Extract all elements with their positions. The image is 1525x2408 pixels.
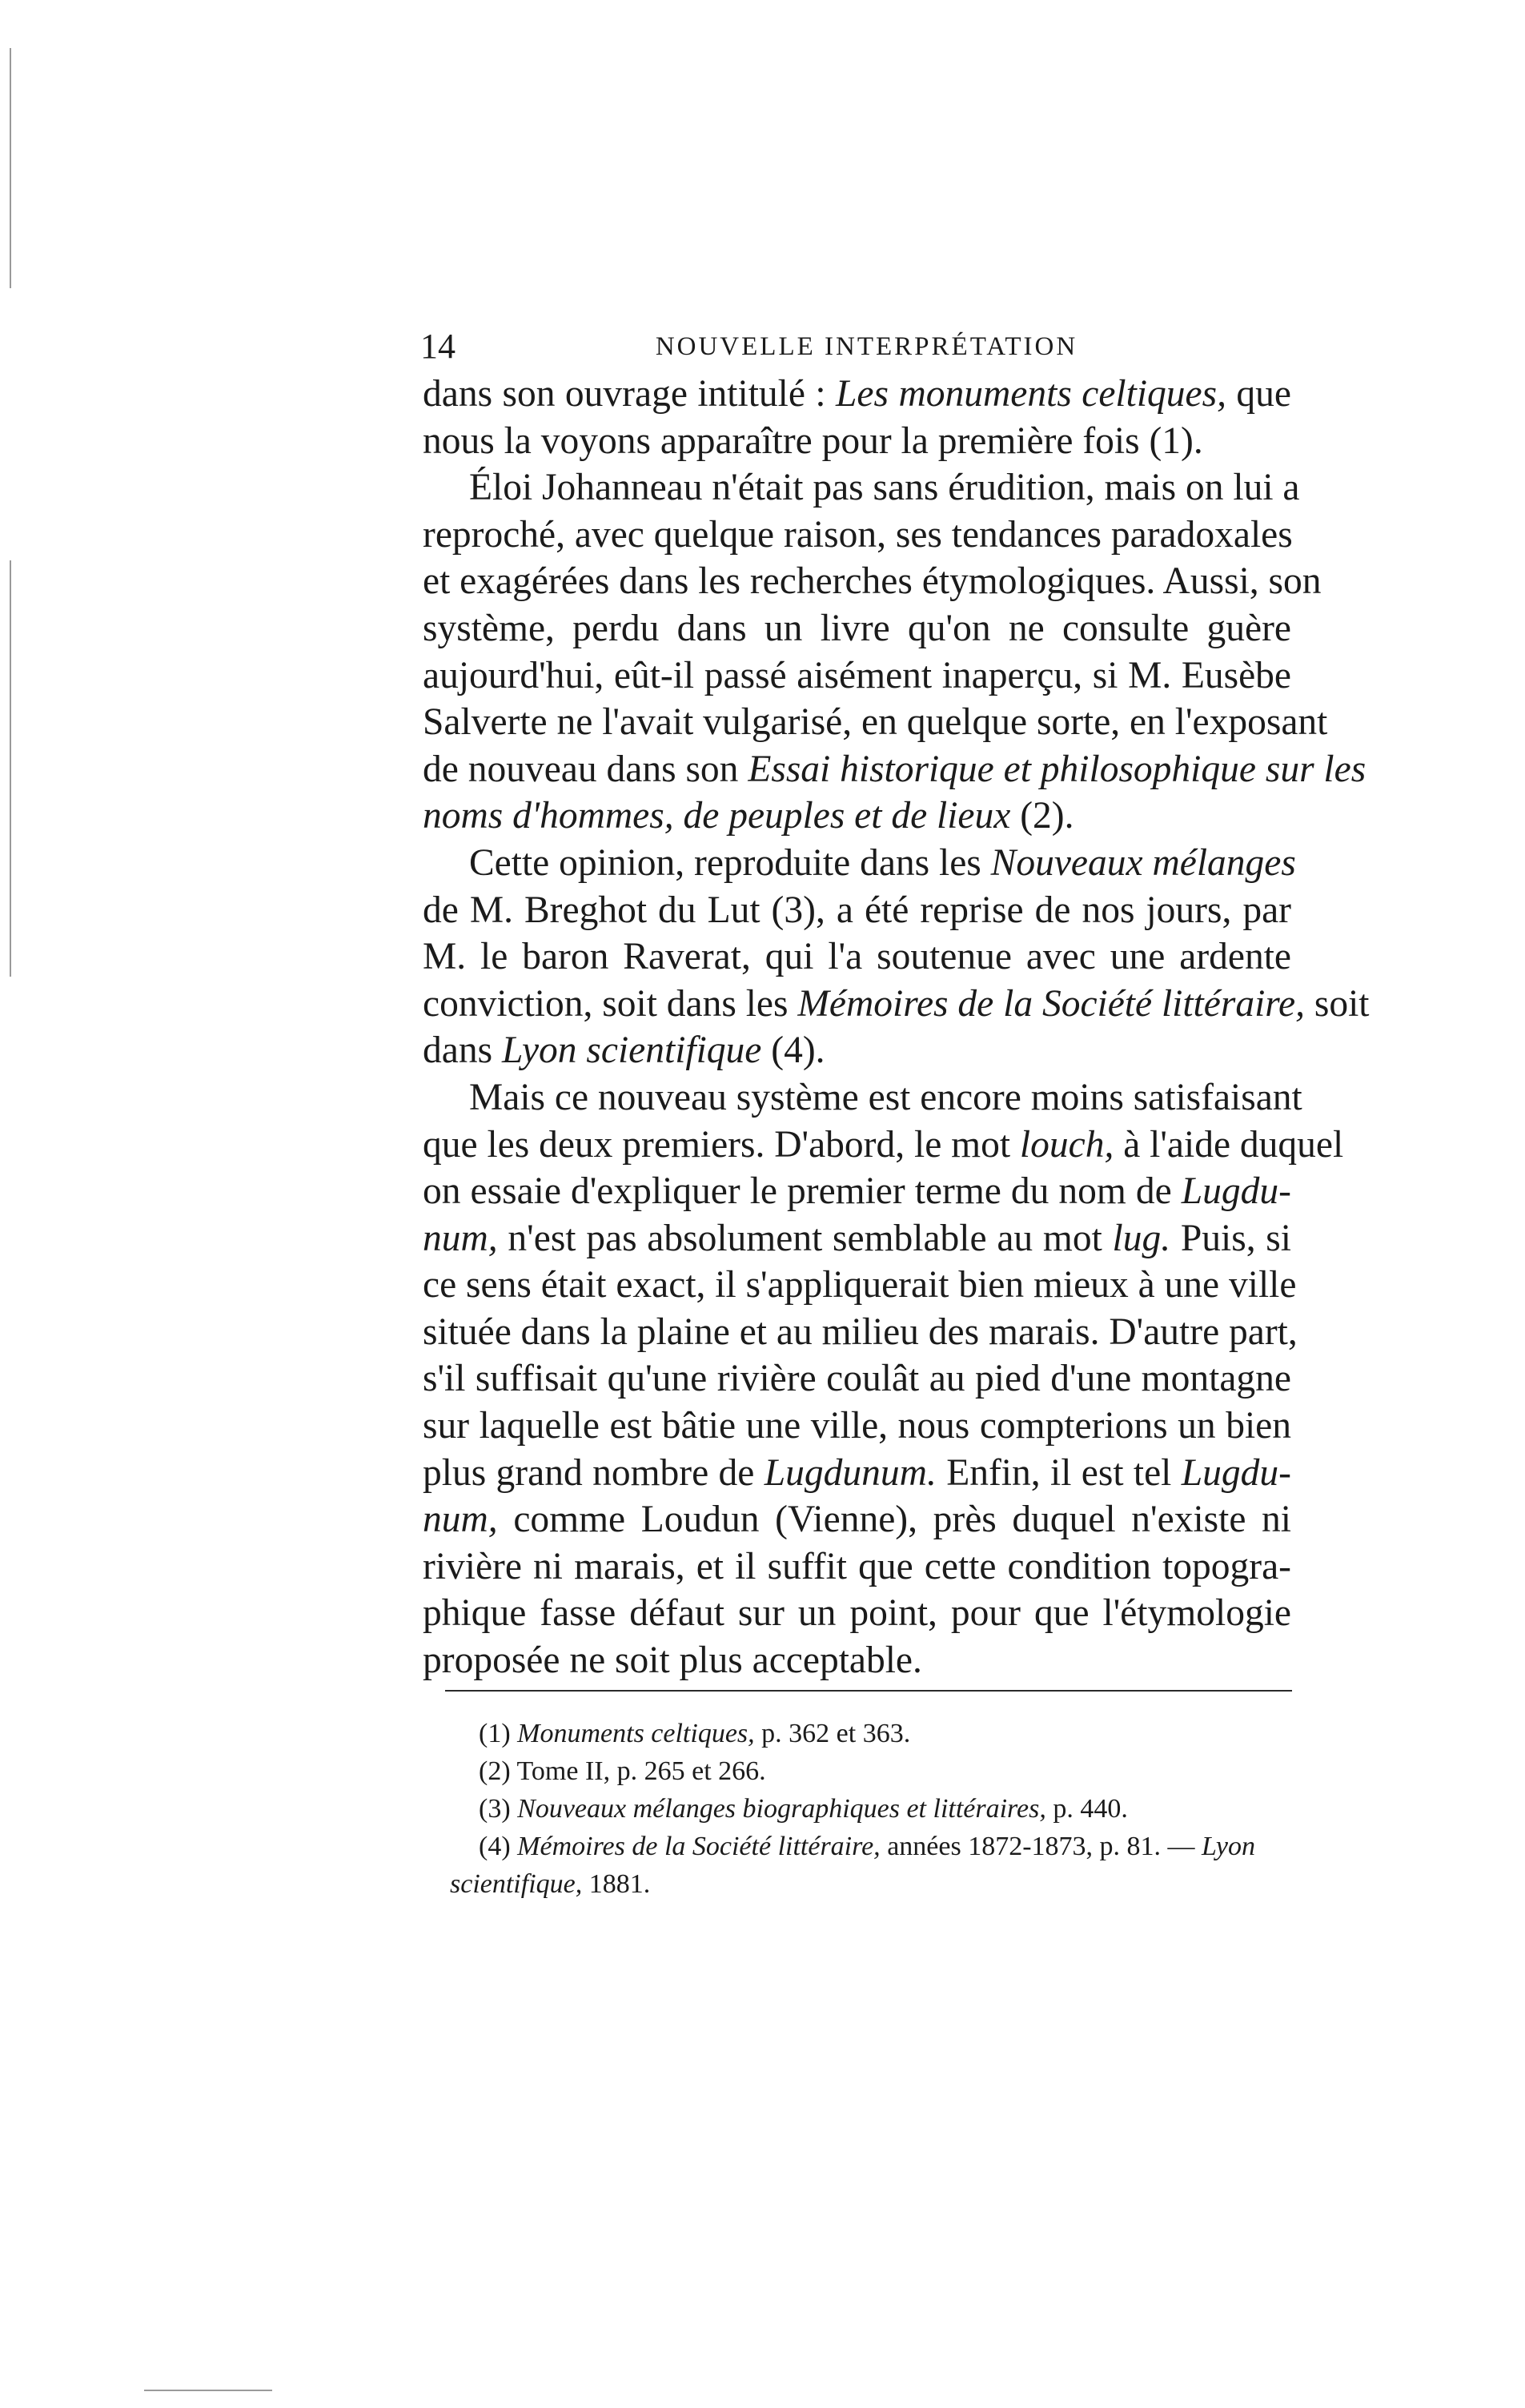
text-line: [423, 1590, 1291, 1637]
footnote-separator: [445, 1690, 1292, 1692]
text-run: aujourd'hui, eût-il passé aisément inaperçu, si M. Eusèbe: [423, 654, 1291, 696]
text-line: [423, 887, 1291, 934]
text-line: [423, 1215, 1291, 1262]
text-run: Mais ce nouveau système est encore moins satisfaisant: [469, 1076, 1302, 1118]
text-line: [423, 933, 1291, 981]
italic-text: louch,: [1019, 1123, 1114, 1166]
italic-text: Mémoires de la Société littéraire,: [517, 1832, 881, 1861]
text-run: phique fasse défaut sur un point, pour que l'étymologie: [423, 1592, 1291, 1635]
text-line: [423, 1543, 1291, 1591]
text-run: système, perdu dans un livre qu'on ne consulte guère: [423, 607, 1291, 649]
italic-text: Nouveaux mélanges biographiques et littéraires,: [517, 1794, 1046, 1824]
italic-text: noms d'hommes, de peuples et de lieux: [423, 795, 1011, 837]
italic-text: num,: [423, 1499, 498, 1541]
text-run: Éloi Johanneau n'était pas sans érudition, mais on lui a: [469, 467, 1300, 509]
italic-text: lug.: [1112, 1217, 1171, 1259]
footnote-line: [479, 1790, 1291, 1828]
text-run: (2).: [1010, 795, 1074, 837]
text-line: [423, 1355, 1291, 1403]
text-run: dans son ouvrage intitulé :: [423, 373, 837, 415]
scan-edge-mark: [10, 560, 11, 977]
italic-text: Lugdunum.: [764, 1451, 937, 1494]
text-line: [423, 371, 1291, 418]
italic-text: scientifique,: [450, 1869, 583, 1899]
text-run: sur laquelle est bâtie une ville, nous compterions un bien: [423, 1405, 1291, 1447]
text-run: soit: [1304, 982, 1370, 1025]
text-run: Enfin, il est tel: [936, 1451, 1182, 1494]
footnotes: [450, 1715, 1291, 1903]
text-line: [423, 1262, 1297, 1309]
text-run: M. le baron Raverat, qui l'a soutenue avec une ardente: [423, 936, 1291, 978]
italic-text: num,: [423, 1217, 498, 1259]
running-title: NOUVELLE INTERPRÉTATION: [655, 332, 1078, 361]
text-run: que les deux premiers. D'abord, le mot: [423, 1123, 1020, 1166]
text-run: années 1872-1873, p. 81. —: [880, 1832, 1202, 1861]
text-run: ce sens était exact, il s'appliquerait bien mieux à une ville: [423, 1264, 1297, 1306]
text-line: [423, 1027, 1291, 1074]
text-line: [423, 1637, 1291, 1684]
text-run: située dans la plaine et au milieu des marais. D'autre part,: [423, 1310, 1298, 1353]
scan-edge-mark: [10, 48, 11, 288]
text-line: [423, 699, 1328, 746]
text-line: [423, 418, 1291, 465]
page-number: 14: [420, 327, 455, 366]
footnote-line: [450, 1865, 1291, 1903]
text-line: [423, 605, 1291, 652]
italic-text: Lugdu-: [1181, 1451, 1291, 1494]
italic-text: Les monuments celtiques,: [836, 373, 1226, 415]
italic-text: Lugdu-: [1181, 1170, 1291, 1213]
text-run: conviction, soit dans les: [423, 982, 798, 1025]
text-run: comme Loudun (Vienne), près duquel n'existe ni: [497, 1499, 1291, 1541]
text-run: Puis, si: [1170, 1217, 1291, 1259]
text-line: [423, 1450, 1291, 1497]
text-run: (2) Tome II, p. 265 et 266.: [479, 1756, 766, 1786]
text-line: [423, 1168, 1291, 1215]
body-text: [423, 371, 1370, 1684]
text-run: 1881.: [582, 1869, 651, 1899]
text-run: s'il suffisait qu'une rivière coulât au pied d'une montagne: [423, 1358, 1291, 1400]
italic-text: Lyon scientifique: [501, 1029, 762, 1072]
text-run: reproché, avec quelque raison, ses tendances paradoxales: [423, 513, 1293, 556]
text-line: [423, 652, 1291, 700]
text-line: [423, 981, 1370, 1028]
text-run: on essaie d'expliquer le premier terme du nom de: [423, 1170, 1182, 1213]
text-line: [423, 1403, 1291, 1450]
text-line: [423, 840, 1296, 887]
italic-text: Essai historique et philosophique sur les: [748, 748, 1366, 790]
text-run: à l'aide duquel: [1114, 1123, 1344, 1166]
text-run: Cette opinion, reproduite dans les: [469, 841, 991, 884]
text-run: proposée ne soit plus acceptable.: [423, 1639, 922, 1682]
text-run: nous la voyons apparaître pour la première fois (1).: [423, 419, 1203, 462]
text-run: p. 362 et 363.: [754, 1719, 911, 1748]
text-run: Salverte ne l'avait vulgarisé, en quelque sorte, en l'exposant: [423, 701, 1328, 744]
text-run: dans: [423, 1029, 502, 1072]
text-run: plus grand nombre de: [423, 1451, 765, 1494]
text-line: [423, 464, 1300, 512]
text-run: (4): [479, 1832, 518, 1861]
page-header: [420, 327, 1313, 367]
footnote-line: [479, 1752, 1291, 1790]
text-line: [423, 512, 1291, 559]
text-run: de M. Breghot du Lut (3), a été reprise de nos jours, par: [423, 889, 1291, 931]
footnote-line: [479, 1828, 1291, 1865]
text-line: [423, 1496, 1291, 1543]
text-line: [423, 793, 1291, 840]
text-line: [423, 558, 1322, 605]
text-line: [423, 1074, 1302, 1122]
text-run: (4).: [761, 1029, 825, 1072]
text-run: de nouveau dans son: [423, 748, 748, 790]
text-run: et exagérées dans les recherches étymologiques. Aussi, son: [423, 560, 1322, 603]
scan-edge-mark: [144, 2390, 272, 2391]
text-line: [423, 746, 1366, 793]
text-line: [423, 1309, 1298, 1356]
text-run: n'est pas absolument semblable au mot: [497, 1217, 1113, 1259]
italic-text: Lyon: [1202, 1832, 1256, 1861]
footnote-line: [479, 1715, 1291, 1752]
text-run: (3): [479, 1794, 518, 1824]
text-run: p. 440.: [1045, 1794, 1128, 1824]
text-run: rivière ni marais, et il suffit que cette condition topogra-: [423, 1545, 1291, 1587]
text-run: (1): [479, 1719, 518, 1748]
text-line: [423, 1122, 1344, 1169]
italic-text: Mémoires de la Société littéraire,: [797, 982, 1305, 1025]
italic-text: Nouveaux mélanges: [990, 841, 1296, 884]
italic-text: Monuments celtiques,: [517, 1719, 755, 1748]
text-run: que: [1226, 373, 1291, 415]
